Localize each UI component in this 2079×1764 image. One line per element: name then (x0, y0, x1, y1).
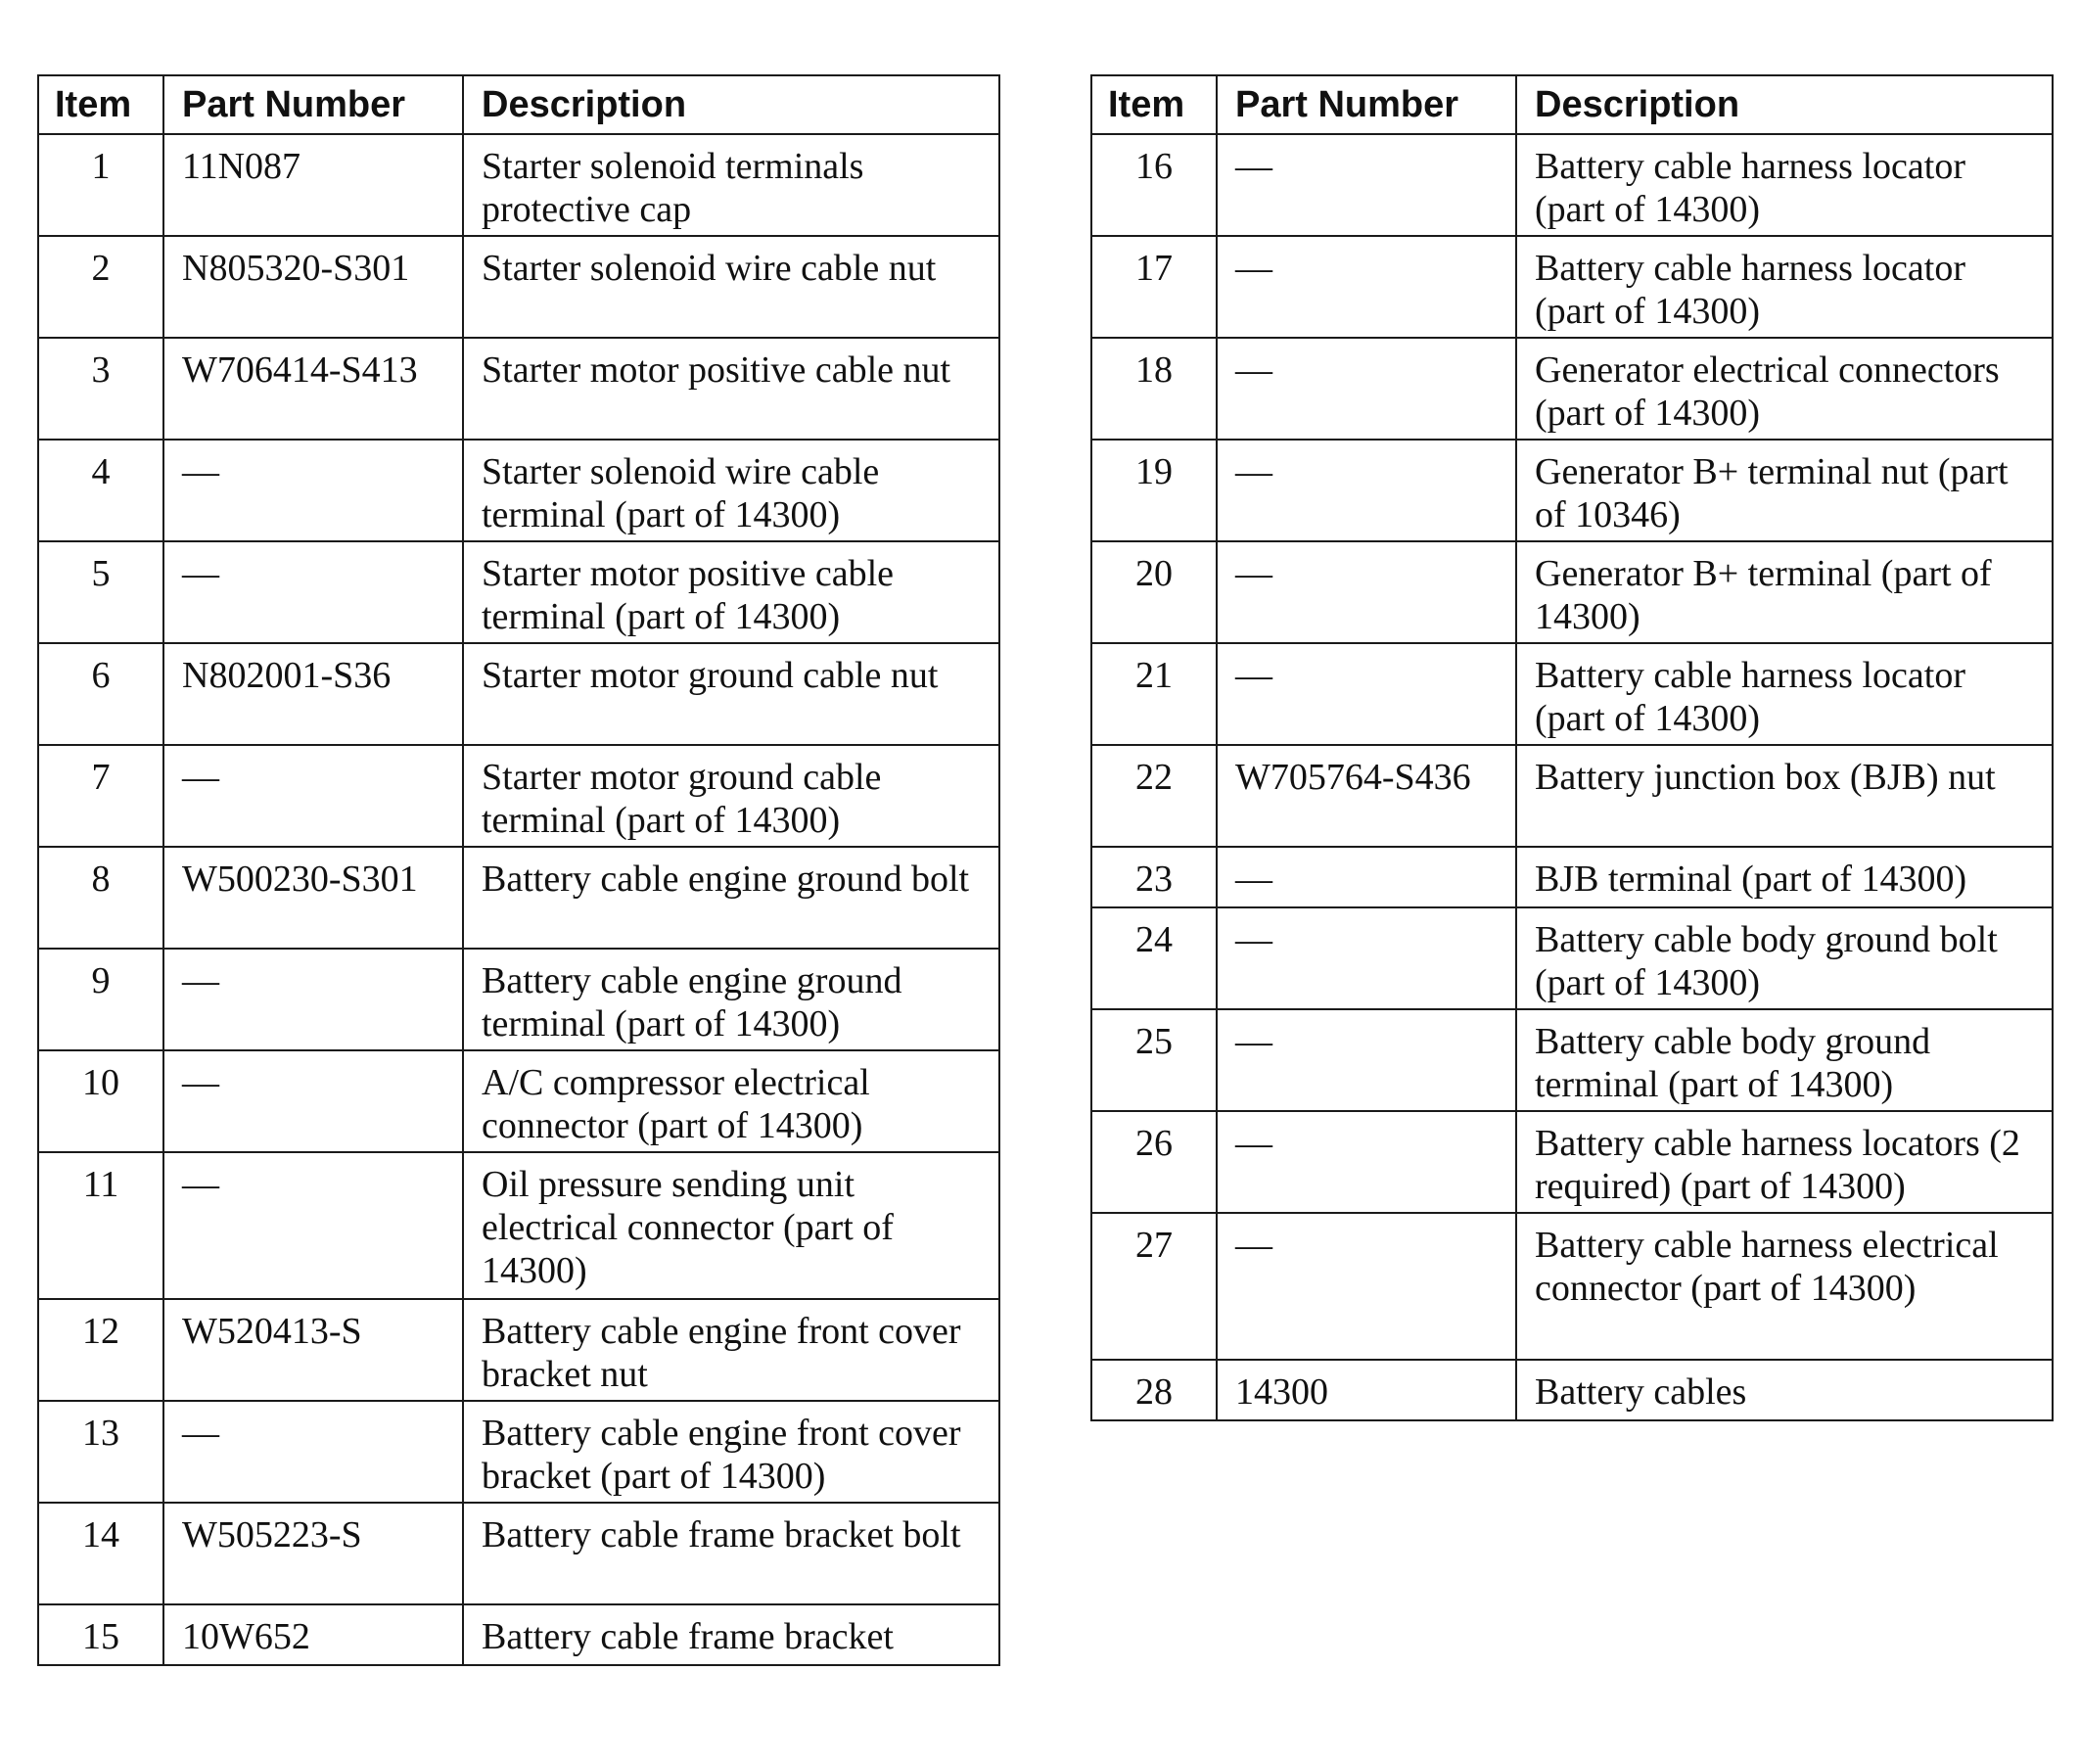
table-row (38, 847, 999, 949)
header-row (1091, 75, 2053, 134)
description: Battery cable frame bracket bolt (463, 1503, 999, 1604)
description: Battery cable harness locator (part of 14300) (1516, 236, 2053, 338)
description: BJB terminal (part of 14300) (1516, 847, 2053, 907)
item-number: 10 (38, 1050, 163, 1152)
part-number: W705764-S436 (1217, 745, 1516, 847)
item-number: 6 (38, 643, 163, 745)
part-number: — (1217, 1009, 1516, 1111)
item-number: 2 (38, 236, 163, 338)
description: Battery cable engine front cover bracket nut (463, 1299, 999, 1401)
part-number: W706414-S413 (163, 338, 463, 440)
header-item: Item (1091, 75, 1217, 134)
item-number: 4 (38, 440, 163, 541)
item-number: 24 (1091, 907, 1217, 1009)
table-row (38, 1050, 999, 1152)
table-row (38, 1152, 999, 1299)
part-number: — (1217, 134, 1516, 236)
description: Battery cable harness locator (part of 14300) (1516, 643, 2053, 745)
part-number: — (163, 949, 463, 1050)
item-number: 1 (38, 134, 163, 236)
part-number: 14300 (1217, 1360, 1516, 1420)
description: Generator B+ terminal nut (part of 10346) (1516, 440, 2053, 541)
part-number: — (163, 745, 463, 847)
item-number: 27 (1091, 1213, 1217, 1360)
table-row (1091, 643, 2053, 745)
table-row (1091, 907, 2053, 1009)
item-number: 14 (38, 1503, 163, 1604)
item-number: 12 (38, 1299, 163, 1401)
table-row (1091, 541, 2053, 643)
item-number: 19 (1091, 440, 1217, 541)
table-row (1091, 134, 2053, 236)
table-row (1091, 236, 2053, 338)
description: Starter motor ground cable terminal (part of 14300) (463, 745, 999, 847)
table-row (38, 134, 999, 236)
header-item: Item (38, 75, 163, 134)
part-number: — (163, 1152, 463, 1299)
description: Battery cable harness electrical connector (part of 14300) (1516, 1213, 2053, 1360)
description: Starter motor positive cable nut (463, 338, 999, 440)
description: Battery cable frame bracket (463, 1604, 999, 1665)
header-part-number: Part Number (1217, 75, 1516, 134)
part-number: N805320-S301 (163, 236, 463, 338)
description: Battery cable harness locators (2 required) (part of 14300) (1516, 1111, 2053, 1213)
table-row (38, 440, 999, 541)
item-number: 3 (38, 338, 163, 440)
table-row (1091, 1009, 2053, 1111)
header-description: Description (463, 75, 999, 134)
table-row (38, 338, 999, 440)
item-number: 5 (38, 541, 163, 643)
table-row (1091, 745, 2053, 847)
table-row (1091, 1111, 2053, 1213)
header-part-number: Part Number (163, 75, 463, 134)
table-row (1091, 1360, 2053, 1420)
description: Battery cables (1516, 1360, 2053, 1420)
item-number: 9 (38, 949, 163, 1050)
part-number: — (163, 440, 463, 541)
parts-table-left (37, 74, 1000, 1666)
description: Battery cable engine ground terminal (part of 14300) (463, 949, 999, 1050)
header-row (38, 75, 999, 134)
description: Battery cable body ground terminal (part of 14300) (1516, 1009, 2053, 1111)
table-row (38, 1401, 999, 1503)
item-number: 20 (1091, 541, 1217, 643)
item-number: 23 (1091, 847, 1217, 907)
table-row (38, 949, 999, 1050)
table-row (1091, 1213, 2053, 1360)
description: Starter motor positive cable terminal (part of 14300) (463, 541, 999, 643)
header-description: Description (1516, 75, 2053, 134)
table-row (1091, 338, 2053, 440)
part-number: — (1217, 236, 1516, 338)
description: Battery cable engine ground bolt (463, 847, 999, 949)
description: A/C compressor electrical connector (part of 14300) (463, 1050, 999, 1152)
table-row (38, 541, 999, 643)
item-number: 18 (1091, 338, 1217, 440)
table-row (38, 1299, 999, 1401)
part-number: — (1217, 847, 1516, 907)
table-row (38, 1503, 999, 1604)
table-row (1091, 847, 2053, 907)
part-number: W520413-S (163, 1299, 463, 1401)
description: Generator B+ terminal (part of 14300) (1516, 541, 2053, 643)
description: Battery cable harness locator (part of 14300) (1516, 134, 2053, 236)
item-number: 21 (1091, 643, 1217, 745)
item-number: 25 (1091, 1009, 1217, 1111)
description: Battery cable engine front cover bracket (part of 14300) (463, 1401, 999, 1503)
part-number: — (1217, 1213, 1516, 1360)
table-row (38, 236, 999, 338)
table-row (1091, 440, 2053, 541)
part-number: — (1217, 338, 1516, 440)
description: Starter solenoid wire cable terminal (part of 14300) (463, 440, 999, 541)
part-number: — (163, 1050, 463, 1152)
part-number: — (1217, 440, 1516, 541)
part-number: W500230-S301 (163, 847, 463, 949)
part-number: W505223-S (163, 1503, 463, 1604)
description: Starter solenoid terminals protective cap (463, 134, 999, 236)
part-number: — (1217, 541, 1516, 643)
table-row (38, 745, 999, 847)
table-row (38, 1604, 999, 1665)
item-number: 26 (1091, 1111, 1217, 1213)
part-number: — (1217, 643, 1516, 745)
item-number: 8 (38, 847, 163, 949)
part-number: N802001-S36 (163, 643, 463, 745)
description: Oil pressure sending unit electrical connector (part of 14300) (463, 1152, 999, 1299)
description: Battery cable body ground bolt (part of 14300) (1516, 907, 2053, 1009)
description: Starter solenoid wire cable nut (463, 236, 999, 338)
description: Generator electrical connectors (part of 14300) (1516, 338, 2053, 440)
item-number: 15 (38, 1604, 163, 1665)
part-number: 10W652 (163, 1604, 463, 1665)
part-number: 11N087 (163, 134, 463, 236)
item-number: 7 (38, 745, 163, 847)
part-number: — (163, 541, 463, 643)
item-number: 13 (38, 1401, 163, 1503)
item-number: 16 (1091, 134, 1217, 236)
part-number: — (163, 1401, 463, 1503)
description: Starter motor ground cable nut (463, 643, 999, 745)
item-number: 22 (1091, 745, 1217, 847)
part-number: — (1217, 907, 1516, 1009)
item-number: 17 (1091, 236, 1217, 338)
description: Battery junction box (BJB) nut (1516, 745, 2053, 847)
part-number: — (1217, 1111, 1516, 1213)
parts-table-right (1090, 74, 2054, 1421)
item-number: 28 (1091, 1360, 1217, 1420)
table-row (38, 643, 999, 745)
item-number: 11 (38, 1152, 163, 1299)
